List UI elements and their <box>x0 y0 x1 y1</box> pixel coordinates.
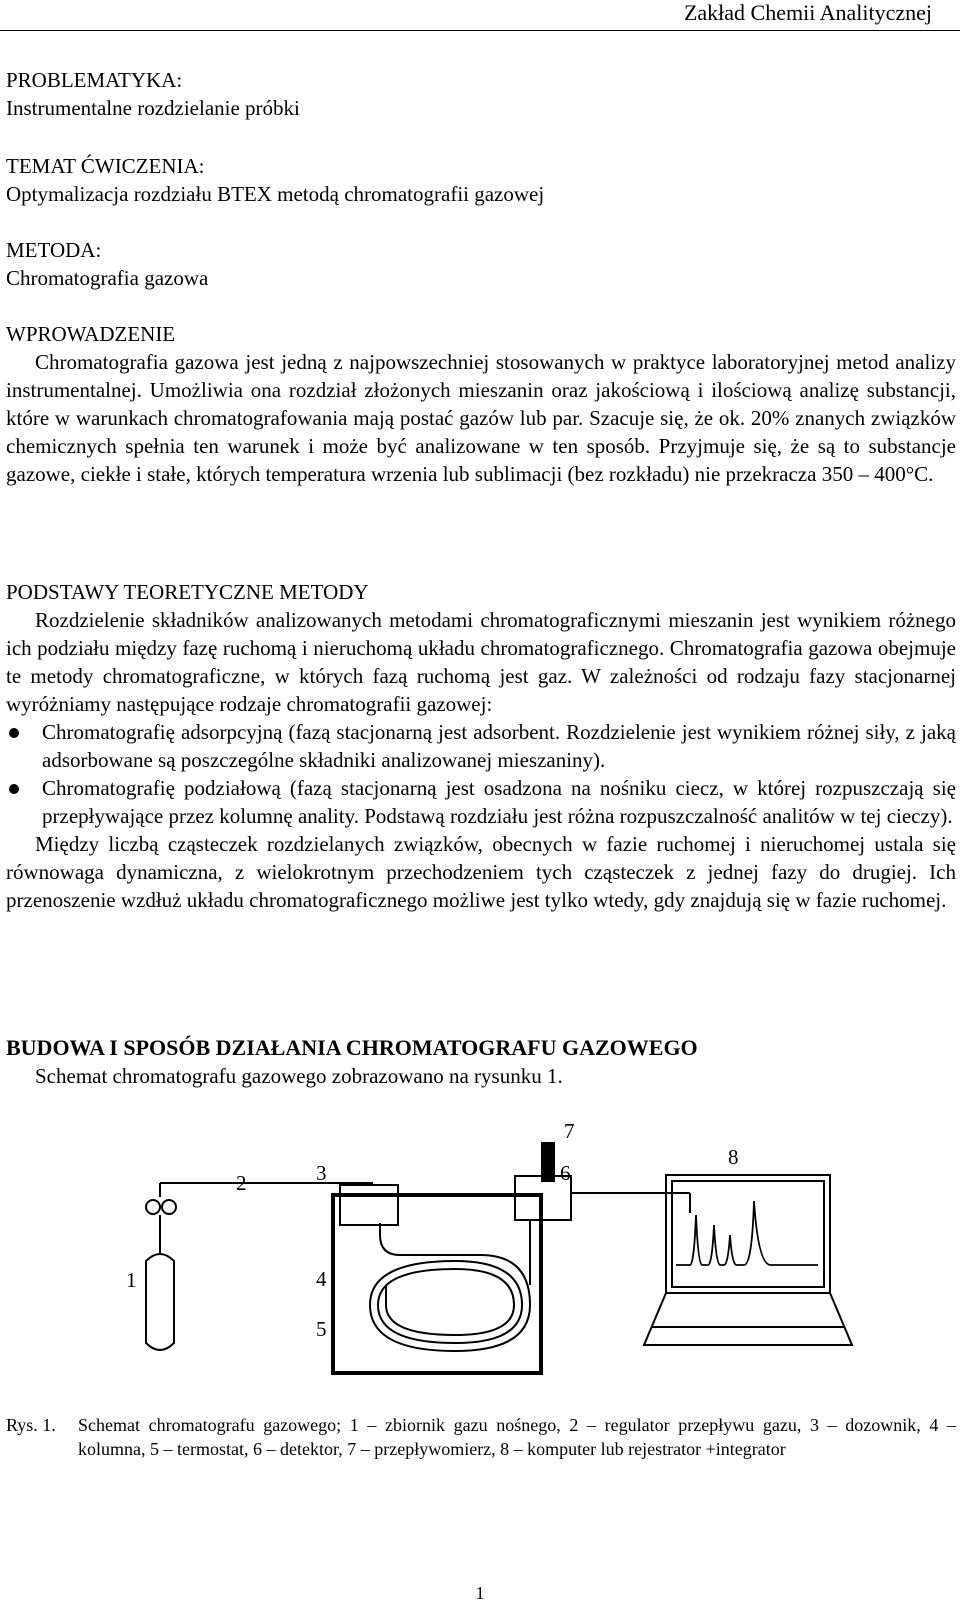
metoda-value: Chromatografia gazowa <box>6 266 209 290</box>
flow-regulator-icon <box>146 1200 160 1214</box>
computer-screen-icon <box>666 1175 830 1293</box>
list-item <box>6 774 956 830</box>
problematyka-block <box>6 66 956 122</box>
gc-schematic-drawing <box>0 1135 960 1395</box>
figure-label-2: 2 <box>236 1171 247 1195</box>
chromatogram-trace <box>676 1201 818 1265</box>
list-item-text: Chromatografię podziałową (fazą stacjonarną jest osadzona na nośniku ciecz, w której rozpuszczają się przepływające przez kolumnę anality. Podstawą rozdziału jest różna rozpuszczalność analitów w tej cieczy). <box>42 776 956 828</box>
header-rule <box>0 30 960 31</box>
figure-label-4: 4 <box>316 1267 327 1291</box>
flowmeter-icon <box>542 1143 554 1181</box>
temat-label: TEMAT ĆWICZENIA: <box>6 154 205 178</box>
figure-label-6: 6 <box>560 1161 571 1185</box>
flow-regulator-icon <box>162 1200 176 1214</box>
caption-tag: Rys. 1. <box>6 1415 56 1435</box>
list-item <box>6 718 956 774</box>
metoda-label: METODA: <box>6 238 102 262</box>
wprowadzenie-section <box>6 320 956 488</box>
problematyka-value: Instrumentalne rozdzielanie próbki <box>6 96 300 120</box>
podstawy-section <box>6 578 956 914</box>
list-item-text: Chromatografię adsorpcyjną (fazą stacjonarną jest adsorbent. Rozdzielenie jest wynikiem różnej siły, z jaką adsorbowane są poszczególne składniki analizowanej mieszaniny). <box>42 720 956 772</box>
metoda-block <box>6 236 956 292</box>
gc-schematic-figure <box>0 1119 960 1395</box>
podstawy-outro: Między liczbą cząsteczek rozdzielanych związków, obecnych w fazie ruchomej i nieruchomej ustala się równowaga dynamiczna, z wielokrotnym przechodzeniem tych cząsteczek z jednej fazy do drugiej. Ich przenoszenie wzdłuż układu chromatograficznego możliwe jest tylko wtedy, gdy znajdują się w fazie ruchomej. <box>6 832 956 912</box>
thermostat-oven-icon <box>333 1195 541 1373</box>
computer-base-icon <box>644 1293 852 1345</box>
temat-value: Optymalizacja rozdziału BTEX metodą chromatografii gazowej <box>6 182 545 206</box>
problematyka-label: PROBLEMATYKA: <box>6 68 183 92</box>
page-header: Zakład Chemii Analitycznej <box>683 0 932 25</box>
figure-label-3: 3 <box>316 1161 327 1185</box>
podstawy-title: PODSTAWY TEORETYCZNE METODY <box>6 580 369 604</box>
bullet-icon <box>9 728 19 738</box>
caption-text: Schemat chromatografu gazowego; 1 – zbiornik gazu nośnego, 2 – regulator przepływu gazu, 3 – dozownik, 4 – kolumna, 5 – termostat, 6 – detektor, 7 – przepływomierz, 8 – komputer lub rejestrator +integrator <box>78 1415 956 1459</box>
budowa-section <box>6 1034 956 1090</box>
page-number: 1 <box>475 1583 485 1603</box>
budowa-title: BUDOWA I SPOSÓB DZIAŁANIA CHROMATOGRAFU GAZOWEGO <box>6 1035 698 1060</box>
column-coil-icon <box>370 1223 530 1351</box>
wprowadzenie-title: WPROWADZENIE <box>6 322 176 346</box>
wprowadzenie-text: Chromatografia gazowa jest jedną z najpowszechniej stosowanych w praktyce laboratoryjnej metod analizy instrumentalnej. Umożliwia ona rozdział złożonych mieszanin oraz jakościową i ilościową analizę substancji, które w warunkach chromatografowania mają postać gazów lub par. Szacuje się, że ok. 20% znanych związków chemicznych spełnia ten warunek i może być analizowane w ten sposób. Przyjmuje się, że są to substancje gazowe, ciekłe i stałe, których temperatura wrzenia lub sublimacji (bez rozkładu) nie przekracza 350 – 400°C. <box>6 350 956 486</box>
podstawy-intro: Rozdzielenie składników analizowanych metodami chromatograficznymi mieszanin jest wynikiem różnego ich podziału między fazę ruchomą i nieruchomą układu chromatograficznego. Chromatografia gazowa obejmuje te metody chromatograficzne, w których fazą ruchomą jest gaz. W zależności od rodzaju fazy stacjonarnej wyróżniamy następujące rodzaje chromatografii gazowej: <box>6 608 956 716</box>
chromatography-types-list <box>6 718 956 830</box>
figure-label-8: 8 <box>728 1145 739 1169</box>
bullet-icon <box>9 784 19 794</box>
temat-block <box>6 152 956 208</box>
budowa-text: Schemat chromatografu gazowego zobrazowano na rysunku 1. <box>35 1064 563 1088</box>
figure-label-5: 5 <box>316 1317 327 1341</box>
figure-label-7: 7 <box>564 1119 575 1143</box>
figure-label-1: 1 <box>126 1268 137 1292</box>
injector-icon <box>340 1185 398 1225</box>
gas-cylinder-icon <box>146 1254 174 1350</box>
